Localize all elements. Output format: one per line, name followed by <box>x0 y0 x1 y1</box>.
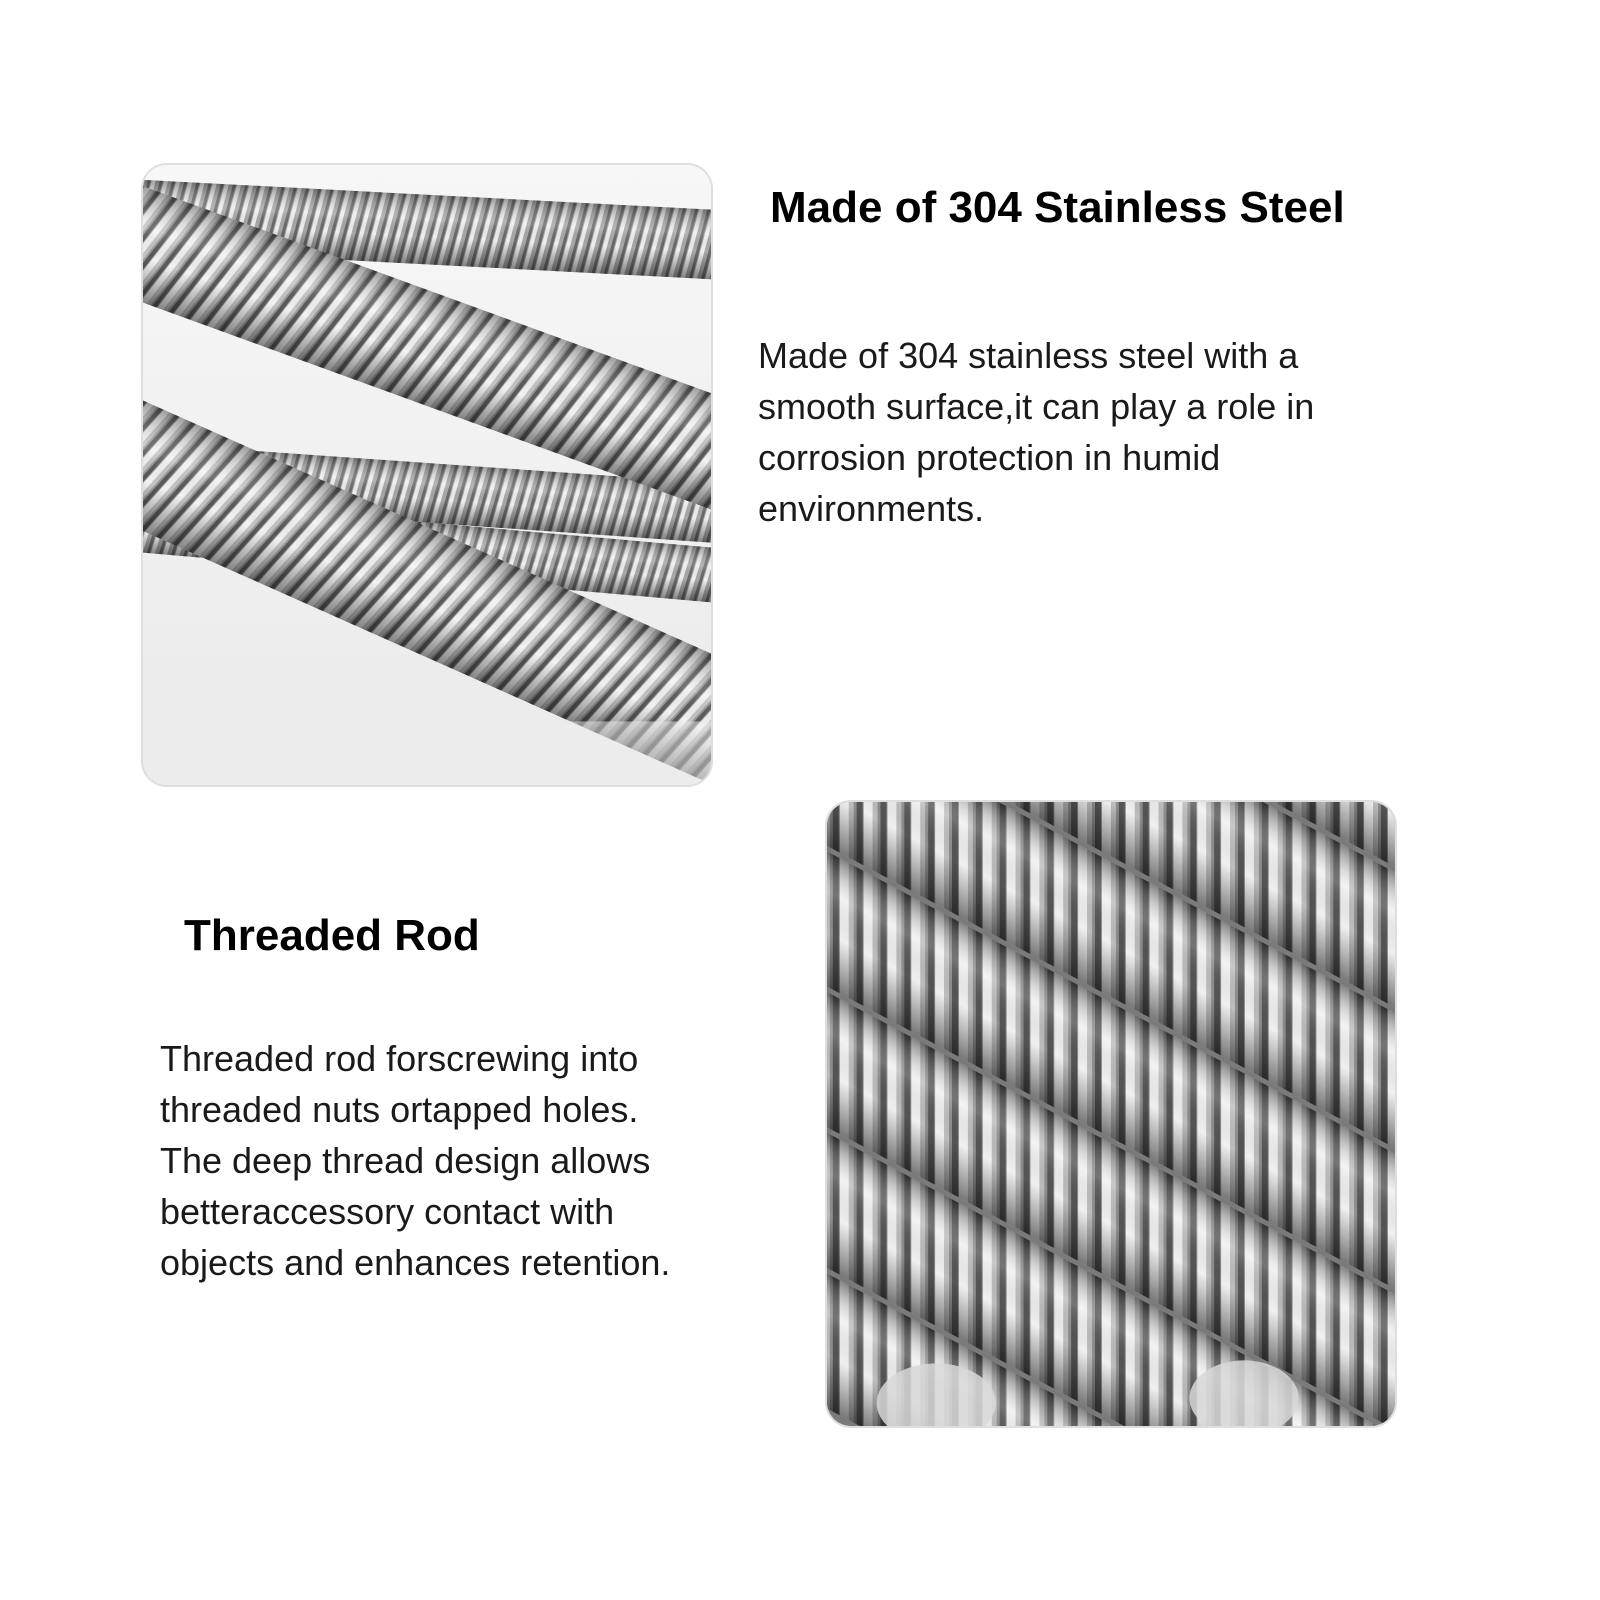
section-1-line: corrosion protection in humid <box>758 437 1221 478</box>
threaded-rods-illustration-2 <box>827 802 1395 1426</box>
section-1-line: Made of 304 stainless steel with a <box>758 335 1299 376</box>
section-1-line: environments. <box>758 488 985 529</box>
section-1-heading: Made of 304 Stainless Steel <box>770 183 1345 232</box>
section-1-line: smooth surface,it can play a role in <box>758 386 1315 427</box>
section-2-line: betteraccessory contact with <box>160 1191 615 1232</box>
threaded-rods-photo-2 <box>825 800 1397 1428</box>
section-2-description <box>160 1033 670 1288</box>
section-2-line: objects and enhances retention. <box>160 1242 671 1283</box>
section-2-line: Threaded rod forscrewing into <box>160 1038 639 1079</box>
threaded-rods-illustration-1 <box>143 165 711 785</box>
section-2-heading: Threaded Rod <box>184 911 480 960</box>
threaded-rods-photo-1 <box>141 163 713 787</box>
section-1-description <box>758 330 1314 534</box>
section-2-line: threaded nuts ortapped holes. <box>160 1089 639 1130</box>
section-2-line: The deep thread design allows <box>160 1140 651 1181</box>
